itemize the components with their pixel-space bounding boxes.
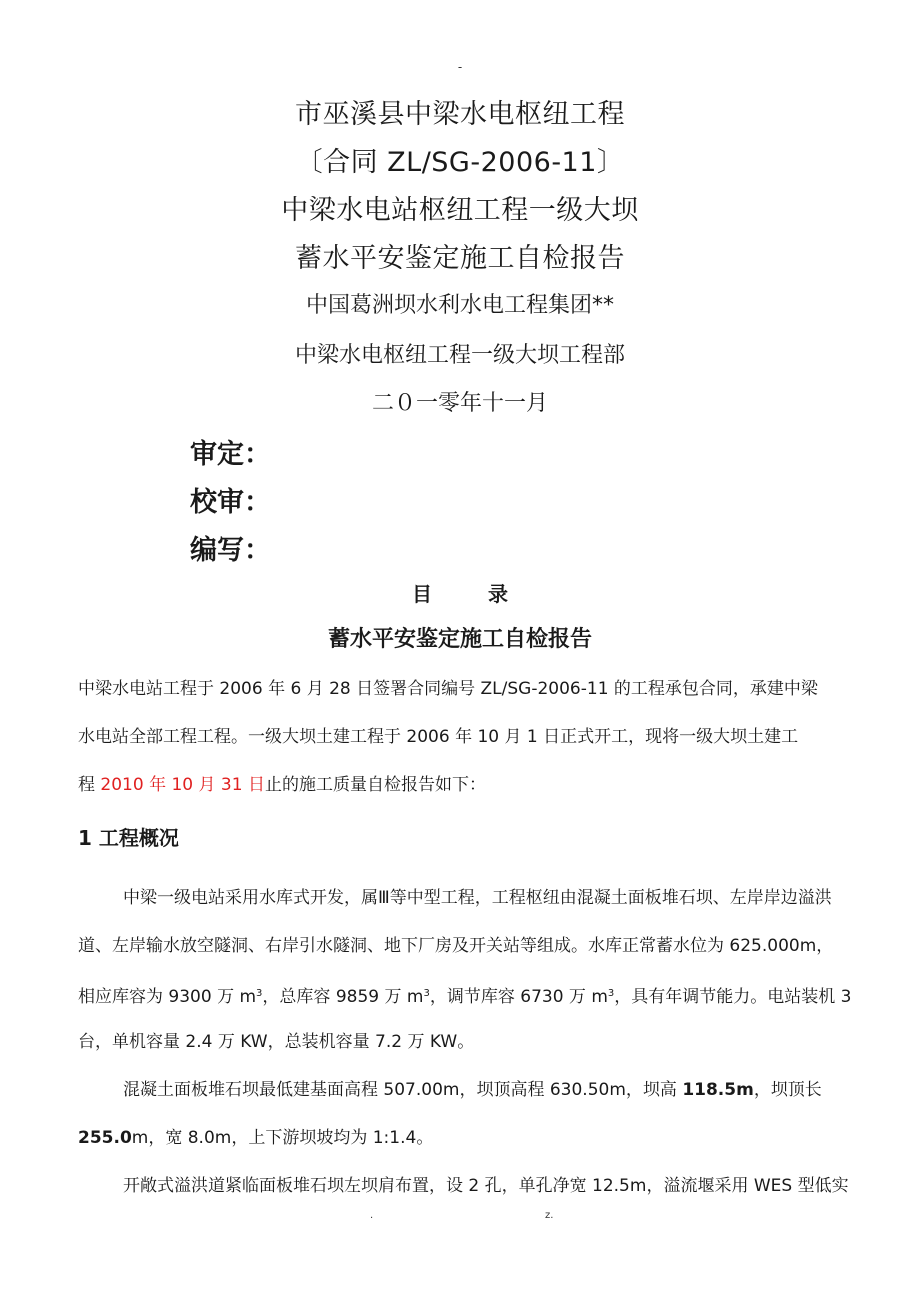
toc-heading bbox=[0, 578, 920, 607]
cover-title-line-2: 〔合同 ZL/SG-2006-11〕 bbox=[295, 147, 625, 178]
report-title: 蓄水平安鉴定施工自检报告 bbox=[327, 627, 592, 652]
overview-paragraph-3 bbox=[78, 1162, 848, 1210]
intro-highlight-date: 2010 年 10 月 31 日 bbox=[100, 775, 265, 795]
p3-line-1: 开敞式溢洪道紧临面板堆石坝左坝肩布置，设 2 孔，单孔净宽 12.5m，溢流堰采用 WES 型低实 bbox=[123, 1176, 849, 1196]
p2-line-1 bbox=[78, 1066, 848, 1114]
intro-line-3-post: 止的施工质量自检报告如下： bbox=[264, 775, 486, 795]
footer-right-mark: z. bbox=[545, 1210, 554, 1221]
overview-paragraph-2 bbox=[78, 1066, 848, 1162]
p2-line-1-c: ，坝顶长 bbox=[753, 1080, 822, 1100]
p1-line-1: 中梁一级电站采用水库式开发，属Ⅲ等中型工程，工程枢纽由混凝土面板堆石坝、左岸岸边溢洪 bbox=[123, 888, 832, 908]
intro-line-2: 水电站全部工程工程。一级大坝土建工程于 2006 年 10 月 1 日正式开工，现将一级大坝土建工 bbox=[78, 727, 799, 747]
intro-line-3-pre: 程 bbox=[78, 775, 101, 795]
p1-line-3-d: ，具有年调节能力。电站装机 3 bbox=[614, 987, 852, 1007]
cover-organization: 中国葛洲坝水利水电工程集团** bbox=[305, 293, 614, 318]
toc-label-b: 录 bbox=[488, 582, 508, 606]
cover-department: 中梁水电枢纽工程一级大坝工程部 bbox=[294, 343, 625, 368]
section-1-heading: 1 工程概况 bbox=[78, 826, 179, 850]
signoff-write: 编写： bbox=[190, 535, 271, 566]
superscript-3: 3 bbox=[423, 988, 430, 999]
intro-paragraph bbox=[78, 665, 848, 809]
p1-line-3 bbox=[78, 970, 852, 1018]
cover-date: 二０一零年十一月 bbox=[371, 391, 548, 416]
p1-line-3-c: ，调节库容 6730 万 m bbox=[429, 987, 608, 1007]
cover-title-line-3: 中梁水电站枢纽工程一级大坝 bbox=[281, 195, 639, 226]
p1-line-3-b: ，总库容 9859 万 m bbox=[262, 987, 424, 1007]
superscript-3: 3 bbox=[256, 988, 263, 999]
cover-title-line-4: 蓄水平安鉴定施工自检报告 bbox=[295, 243, 625, 274]
crest-length-value: 255.0 bbox=[78, 1128, 132, 1148]
signoff-review: 校审： bbox=[190, 487, 271, 518]
p1-line-2: 道、左岸输水放空隧洞、右岸引水隧洞、地下厂房及开关站等组成。水库正常蓄水位为 625.000m， bbox=[78, 936, 834, 956]
superscript-3: 3 bbox=[607, 988, 615, 999]
p1-line-3-a: 相应库容为 9300 万 m bbox=[78, 987, 257, 1007]
intro-line-3 bbox=[78, 761, 848, 809]
overview-paragraph-1 bbox=[78, 874, 852, 1066]
footer-left-mark: . bbox=[370, 1210, 374, 1221]
cover-title-line-1: 市巫溪县中梁水电枢纽工程 bbox=[295, 99, 625, 130]
p1-line-4: 台，单机容量 2.4 万 KW，总装机容量 7.2 万 KW。 bbox=[78, 1032, 475, 1052]
p2-line-1-a: 混凝土面板堆石坝最低建基面高程 507.00m，坝顶高程 630.50m，坝高 bbox=[123, 1080, 683, 1100]
header-mark: - bbox=[457, 60, 463, 74]
signoff-approve: 审定： bbox=[190, 439, 271, 470]
p2-line-2-b: m，宽 8.0m，上下游坝坡均为 1:1.4。 bbox=[131, 1128, 434, 1148]
p2-line-2 bbox=[78, 1114, 848, 1162]
toc-label-a: 目 bbox=[412, 582, 432, 606]
dam-height-value: 118.5m bbox=[682, 1080, 754, 1100]
intro-line-1: 中梁水电站工程于 2006 年 6 月 28 日签署合同编号 ZL/SG-2006-11 的工程承包合同，承建中梁 bbox=[78, 679, 818, 699]
